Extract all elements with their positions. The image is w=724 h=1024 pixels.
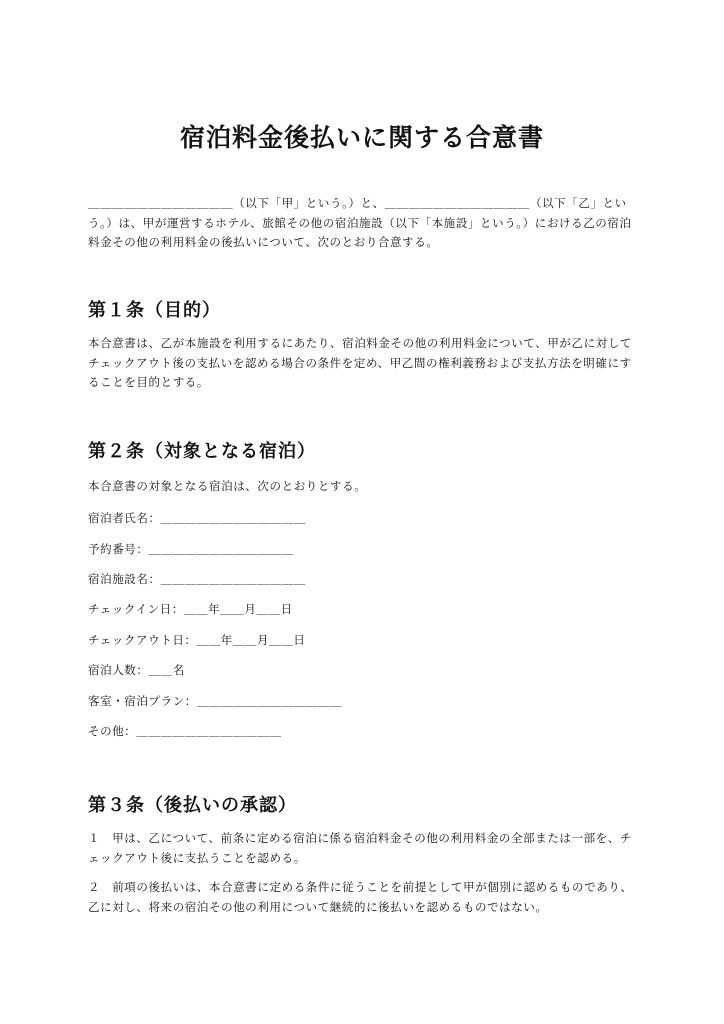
field-reservation-number: 予約番号：＿＿＿＿＿＿＿＿＿＿＿＿ xyxy=(88,542,294,556)
field-guest-name: 宿泊者氏名：＿＿＿＿＿＿＿＿＿＿＿＿ xyxy=(88,511,306,525)
field-check-out-date: チェックアウト日：＿＿年＿＿月＿＿日 xyxy=(88,633,306,647)
field-facility-name: 宿泊施設名：＿＿＿＿＿＿＿＿＿＿＿＿ xyxy=(88,572,306,586)
field-check-in-date: チェックイン日：＿＿年＿＿月＿＿日 xyxy=(88,602,293,616)
document-title: 宿泊料金後払いに関する合意書 xyxy=(179,123,544,152)
article-3-heading: 第３条（後払いの承認） xyxy=(88,795,297,816)
article-2-body: 本合意書の対象となる宿泊は、次のとおりとする。 xyxy=(88,479,367,493)
article-1-heading: 第１条（目的） xyxy=(88,300,221,321)
preamble-paragraph: ＿＿＿＿＿＿＿＿＿＿＿＿（以下「甲」という。）と、＿＿＿＿＿＿＿＿＿＿＿＿（以下「乙」という。）は、甲が運営するホテル、旅館その他の宿泊施設（以下「本施設」という。）における乙の宿泊料金その他の利用料金の後払いについて、次のとおり合意する。 xyxy=(88,196,632,249)
article-3-paragraph-1: １ 甲は、乙について、前条に定める宿泊に係る宿泊料金その他の利用料金の全部または一部を、チェックアウト後に支払うことを認める。 xyxy=(88,831,633,865)
article-2-heading: 第２条（対象となる宿泊） xyxy=(88,441,316,462)
field-room-plan: 客室・宿泊プラン：＿＿＿＿＿＿＿＿＿＿＿＿ xyxy=(88,694,343,708)
article-3-paragraph-2: ２ 前項の後払いは、本合意書に定める条件に従うことを前提として甲が個別に認めるものであり、乙に対し、将来の宿泊その他の利用について継続的に後払いを認めるものではない。 xyxy=(88,880,633,914)
field-other: その他：＿＿＿＿＿＿＿＿＿＿＿＿ xyxy=(88,724,282,738)
article-1-body: 本合意書は、乙が本施設を利用するにあたり、宿泊料金その他の利用料金について、甲が乙に対してチェックアウト後の支払いを認める場合の条件を定め、甲乙間の権利義務および支払方法を明確にすることを目的とする。 xyxy=(88,336,633,389)
field-guest-count: 宿泊人数：＿＿名 xyxy=(88,663,185,677)
